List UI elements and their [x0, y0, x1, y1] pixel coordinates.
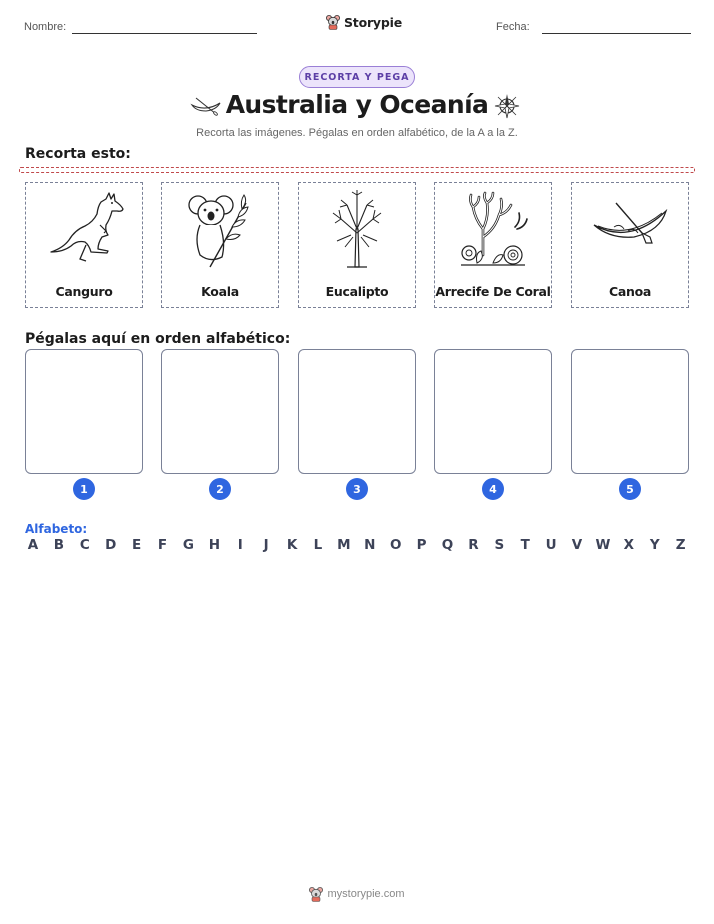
alphabet-letter: Y [649, 537, 660, 553]
alphabet-letter: B [53, 537, 65, 553]
alphabet-title: Alfabeto: [25, 522, 88, 536]
alphabet-letter: X [623, 537, 635, 553]
alphabet-letter: U [545, 537, 557, 553]
alphabet-letter: R [468, 537, 479, 553]
name-write-line[interactable] [72, 33, 257, 34]
koala-icon [180, 189, 260, 271]
cut-card-arrecife-de-coral[interactable] [434, 182, 552, 308]
coral-reef-icon [453, 189, 533, 271]
alphabet-letter: T [520, 537, 530, 553]
card-label: Eucalipto [325, 284, 389, 299]
alphabet-letter: M [337, 537, 351, 553]
name-label: Nombre: [24, 21, 67, 33]
date-label: Fecha: [496, 21, 530, 33]
cut-card-canguro[interactable] [25, 182, 143, 308]
card-label: Koala [201, 284, 239, 299]
alphabet-letter: C [79, 537, 90, 553]
brand [326, 14, 402, 30]
alphabet-letter: F [157, 537, 168, 553]
slot-number: 3 [346, 478, 368, 500]
slot-number: 5 [619, 478, 641, 500]
cut-line [19, 167, 695, 173]
alphabet-letter: P [416, 537, 427, 553]
koala-logo-icon [326, 14, 340, 30]
alphabet-letter: D [105, 537, 117, 553]
footer-url[interactable]: mystorypie.com [327, 888, 405, 900]
koala-logo-icon [309, 886, 323, 902]
alphabet-letter: E [132, 537, 142, 553]
paste-slot-1[interactable] [25, 349, 143, 474]
instructions: Recorta las imágenes. Pégalas en orden alfabético, de la A a la Z. [196, 127, 518, 139]
page-title: Australia y Oceanía [225, 90, 489, 119]
paste-slot-2[interactable] [161, 349, 279, 474]
cut-card-canoa[interactable] [571, 182, 689, 308]
alphabet-letter: Q [441, 537, 454, 553]
alphabet-row [25, 537, 689, 553]
alphabet-letter: Z [675, 537, 686, 553]
eucalyptus-tree-icon [317, 189, 397, 271]
card-label: Arrecife De Coral [435, 284, 551, 299]
activity-badge: RECORTA Y PEGA [299, 66, 415, 88]
slot-number: 2 [209, 478, 231, 500]
alphabet-letter: K [286, 537, 298, 553]
paste-heading: Pégalas aquí en orden alfabético: [25, 331, 291, 347]
canoe-icon [590, 189, 670, 271]
card-label: Canoa [608, 284, 652, 299]
alphabet-letter: S [494, 537, 505, 553]
paste-slot-3[interactable] [298, 349, 416, 474]
alphabet-letter: N [364, 537, 376, 553]
alphabet-letter: H [208, 537, 220, 553]
date-write-line[interactable] [542, 33, 691, 34]
cut-card-eucalipto[interactable] [298, 182, 416, 308]
slot-number: 1 [73, 478, 95, 500]
alphabet-letter: I [237, 537, 243, 553]
card-label: Canguro [55, 284, 113, 299]
alphabet-letter: J [263, 537, 269, 553]
alphabet-letter: G [182, 537, 194, 553]
kangaroo-icon [44, 189, 124, 271]
alphabet-letter: W [595, 537, 611, 553]
alphabet-letter: O [389, 537, 402, 553]
footer [0, 886, 714, 902]
compass-icon [493, 92, 521, 120]
brand-name: Storypie [344, 14, 402, 30]
alphabet-letter: A [27, 537, 39, 553]
cut-heading: Recorta esto: [25, 146, 131, 162]
alphabet-letter: V [571, 537, 583, 553]
cut-card-koala[interactable] [161, 182, 279, 308]
slot-number: 4 [482, 478, 504, 500]
alphabet-letter: L [313, 537, 323, 553]
paste-slot-5[interactable] [571, 349, 689, 474]
paste-slot-4[interactable] [434, 349, 552, 474]
